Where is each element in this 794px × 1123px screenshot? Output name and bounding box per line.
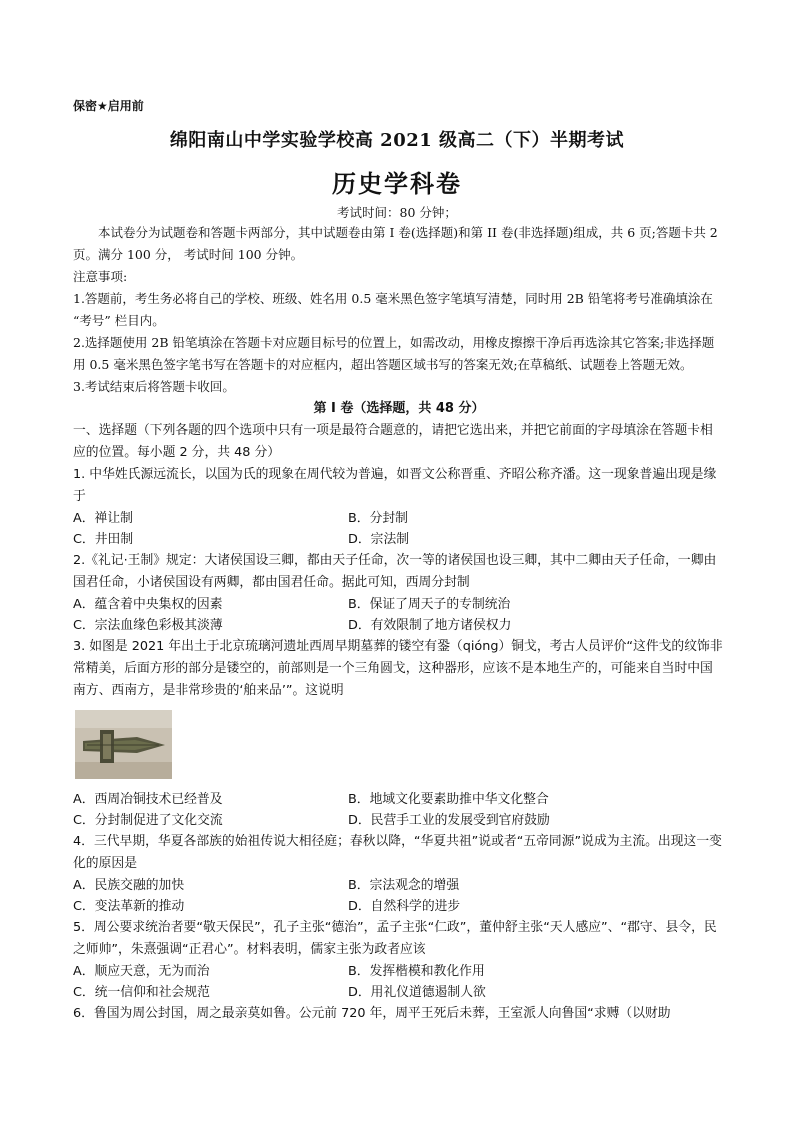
option-d: D．有效限制了地方诸侯权力 <box>348 618 512 633</box>
question-stem: 1. 中华姓氏源远流长，以国为氏的现象在周代较为普遍，如晋文公称晋重、齐昭公称齐潘。这一现象普遍出现是缘于 <box>73 467 717 504</box>
notice-label: 注意事项: <box>73 269 128 284</box>
notice-item-3: 3.考试结束后将答题卡收回。 <box>73 379 235 394</box>
option-a: A．顺应天意，无为而治 <box>73 964 210 979</box>
section-instruction: 一、选择题（下列各题的四个选项中只有一项是最符合题意的，请把它选出来，并把它前面的字母填涂在答题卡相应的位置。每小题 2 分，共 48 分） <box>73 423 713 460</box>
option-a: A．民族交融的加快 <box>73 878 185 893</box>
section-title: 第 I 卷（选择题，共 48 分） <box>313 401 485 416</box>
options-grid <box>73 594 725 636</box>
option-d: D．用礼仪道德遏制人欲 <box>348 985 486 1000</box>
options-grid <box>73 789 725 831</box>
option-c: C．分封制促进了文化交流 <box>73 813 223 828</box>
option-d: D．民营手工业的发展受到官府鼓励 <box>348 813 550 828</box>
notice-item-2: 2.选择题使用 2B 铅笔填涂在答题卡对应题目标号的位置上，如需改动，用橡皮擦擦干净后再选涂其它答案;非选择题用 0.5 毫米黑色签字笔书写在答题卡的对应框内，超出答题区域书写的答案无效;在草稿纸、试题卷上答题无效。 <box>73 335 715 372</box>
option-a: A．西周冶铜技术已经普及 <box>73 792 223 807</box>
exam-subtitle: 历史学科卷 <box>332 169 462 198</box>
question-stem: 6．鲁国为周公封国，周之最亲莫如鲁。公元前 720 年，周平王死后未葬，王室派人向鲁国“求赙（以财助 <box>73 1006 671 1021</box>
option-d: D．宗法制 <box>348 532 410 547</box>
question-stem: 3. 如图是 2021 年出土于北京琉璃河遗址西周早期墓葬的镂空有銎（qióng）铜戈，考古人员评价“这件戈的纹饰非常精美，后面方形的部分是镂空的，前部则是一个三角圆戈，这种器形，应该不是本地生产的，可能来自当时中国南方、西南方，是非常珍贵的‘舶来品’”。这说明 <box>73 639 723 698</box>
options-grid <box>73 875 725 917</box>
option-a: A．禅让制 <box>73 511 133 526</box>
question-stem: 2.《礼记·王制》规定：大诸侯国设三卿，都由天子任命，次一等的诸侯国也设三卿，其中二卿由天子任命，一卿由国君任命，小诸侯国设有两卿，都由国君任命。据此可知，西周分封制 <box>73 553 717 590</box>
option-b: B．发挥楷模和教化作用 <box>348 964 485 979</box>
option-c: C．宗法血缘色彩极其淡薄 <box>73 618 223 633</box>
option-b: B．分封制 <box>348 511 408 526</box>
option-a: A．蕴含着中央集权的因素 <box>73 597 223 612</box>
options-grid <box>73 508 725 550</box>
bronze-ge-dagger-photo <box>75 710 172 779</box>
notice-item-1: 1.答题前，考生务必将自己的学校、班级、姓名用 0.5 毫米黑色签字笔填写清楚，同时用 2B 铅笔将考号准确填涂在 “考号” 栏目内。 <box>73 291 713 328</box>
exam-time: 考试时间：80 分钟； <box>337 205 457 220</box>
option-b: B．宗法观念的增强 <box>348 878 460 893</box>
option-c: C．井田制 <box>73 532 134 547</box>
exam-body <box>73 222 725 1025</box>
options-grid <box>73 961 725 1003</box>
question-stem: 4．三代早期，华夏各部族的始祖传说大相径庭；春秋以降，“华夏共祖”说或者“五帝同源”说成为主流。出现这一变化的原因是 <box>73 834 722 871</box>
confidential-label: 保密★启用前 <box>73 99 144 113</box>
option-c: C．统一信仰和社会规范 <box>73 985 210 1000</box>
option-c: C．变法革新的推动 <box>73 899 185 914</box>
option-b: B．保证了周天子的专制统治 <box>348 597 511 612</box>
option-d: D．自然科学的进步 <box>348 899 461 914</box>
question-stem: 5．周公要求统治者要“敬天保民”，孔子主张“德治”，孟子主张“仁政”，董仲舒主张“天人感应”、“郡守、县令，民之师帅”，朱熹强调“正君心”。材料表明，儒家主张为政者应该 <box>73 920 717 957</box>
exam-title: 绵阳南山中学实验学校高 2021 级高二（下）半期考试 <box>169 130 625 151</box>
option-b: B．地域文化要素助推中华文化整合 <box>348 792 549 807</box>
bronze-ge-icon <box>75 710 172 779</box>
intro-text: 本试卷分为试题卷和答题卡两部分，其中试题卷由第 I 卷(选择题)和第 II 卷(非选择题)组成，共 6 页;答题卡共 2 页。满分 100 分， 考试时间 100 分钟。 <box>73 225 718 262</box>
